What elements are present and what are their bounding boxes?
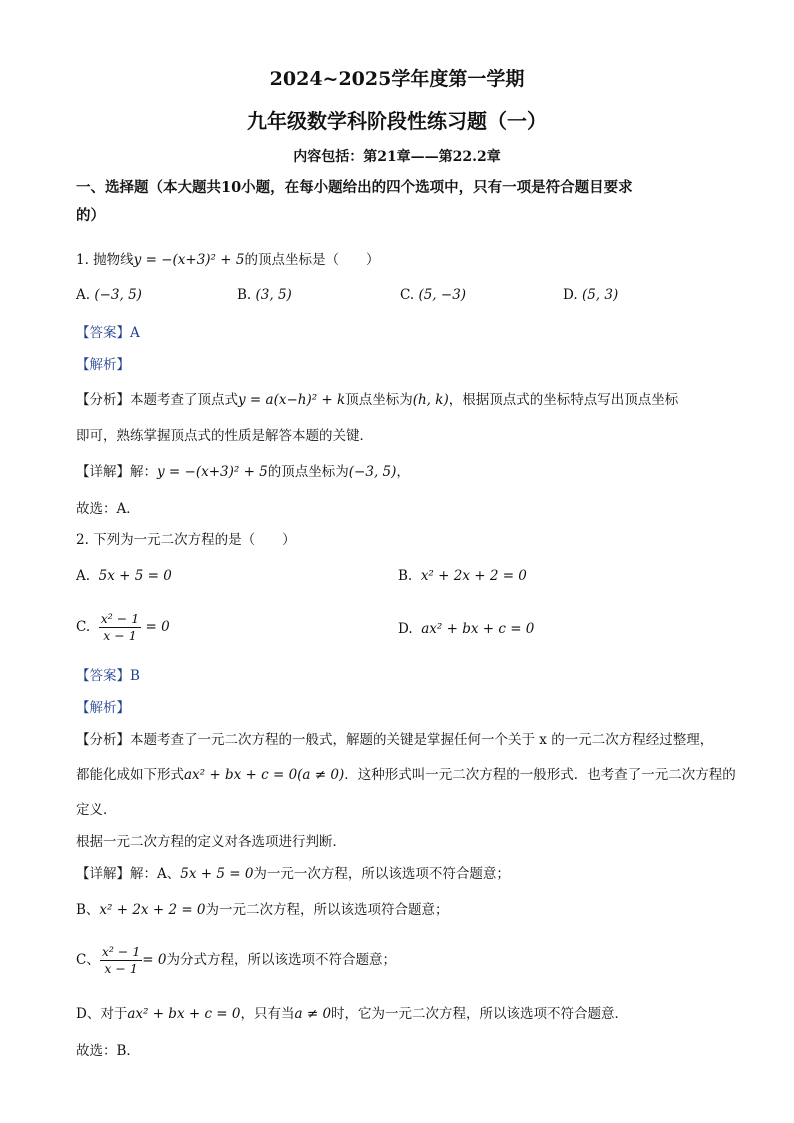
q1-stem-suffix: 的顶点坐标是（ ） <box>244 252 380 268</box>
q1-fenxi-line1: 【分析】本题考查了顶点式y = a(x−h)² + k顶点坐标为(h, k)，根据顶点式的坐标特点写出顶点坐标 <box>76 392 679 408</box>
exam-title-year: 2024~2025学年度第一学期 <box>269 68 525 90</box>
q1-answer: 【答案】A <box>76 325 140 341</box>
q2-choose: 故选：B． <box>76 1043 140 1059</box>
q1-option-c: C. (5, −3) <box>400 287 467 303</box>
q2-detail-c-fraction: $\frac{\text{x² − 1}}{x - 1}$ <box>101 944 141 976</box>
q1-stem-prefix: 1. 抛物线 <box>76 252 134 268</box>
q2-option-d: D. ax² + bx + c = 0 <box>398 621 535 637</box>
q2-judge: 根据一元二次方程的定义对各选项进行判断． <box>76 834 346 850</box>
q2-fenxi-line2: 都能化成如下形式ax² + bx + c = 0(a ≠ 0)．这种形式叫一元二次方程的一般形式．也考查了一元二次方程的 <box>76 767 736 783</box>
q2-option-a: A. 5x + 5 = 0 <box>76 568 172 584</box>
q1-choose: 故选：A． <box>76 501 140 517</box>
q2-option-c: C. $\frac{\text{x² − 1}}{x - 1}$ = 0 <box>76 611 170 643</box>
q1-detail: 【详解】解：y = −(x+3)² + 5的顶点坐标为(−3, 5)， <box>76 464 410 480</box>
section-heading-line2: 的） <box>76 207 105 224</box>
q2-option-b: B. x² + 2x + 2 = 0 <box>398 568 527 584</box>
q1-stem-formula: y = −(x+3)² + 5 <box>133 252 245 268</box>
q2-option-c-fraction: $\frac{\text{x² − 1}}{x - 1}$ <box>100 611 140 643</box>
q1-stem <box>76 250 379 270</box>
q2-detail-c: C、 $\frac{\text{x² − 1}}{x - 1}$ = 0为分式方程，所以该选项不符合题意； <box>76 944 396 976</box>
exam-scope: 内容包括：第21章——第22.2章 <box>293 149 501 165</box>
q2-detail-a: 【详解】解：A、5x + 5 = 0为一元一次方程，所以该选项不符合题意； <box>76 866 510 882</box>
q2-detail-d: D、对于ax² + bx + c = 0，只有当a ≠ 0时，它为一元二次方程，所以该选项不符合题意． <box>76 1006 629 1022</box>
exam-title: 九年级数学科阶段性练习题（一） <box>247 109 547 133</box>
q2-answer: 【答案】B <box>76 668 140 684</box>
q1-fenxi-line2: 即可，熟练掌握顶点式的性质是解答本题的关键． <box>76 428 373 444</box>
q2-detail-b: B、x² + 2x + 2 = 0为一元二次方程，所以该选项符合题意； <box>76 902 449 918</box>
q2-fenxi-line1: 【分析】本题考查了一元二次方程的一般式，解题的关键是掌握任何一个关于 x 的一元二次方程经过整理， <box>76 732 714 748</box>
q2-fenxi-line3: 定义． <box>76 802 117 818</box>
q1-analysis-tag: 【解析】 <box>76 357 130 373</box>
q1-option-a: A. (−3, 5) <box>76 287 142 303</box>
q2-stem: 2. 下列为一元二次方程的是（ ） <box>76 532 296 548</box>
q1-option-b: B. (3, 5) <box>237 287 292 303</box>
section-heading-line1: 一、选择题（本大题共10小题，在每小题给出的四个选项中，只有一项是符合题目要求 <box>76 179 633 196</box>
q2-analysis-tag: 【解析】 <box>76 700 130 716</box>
q1-option-d: D. (5, 3) <box>563 287 619 303</box>
